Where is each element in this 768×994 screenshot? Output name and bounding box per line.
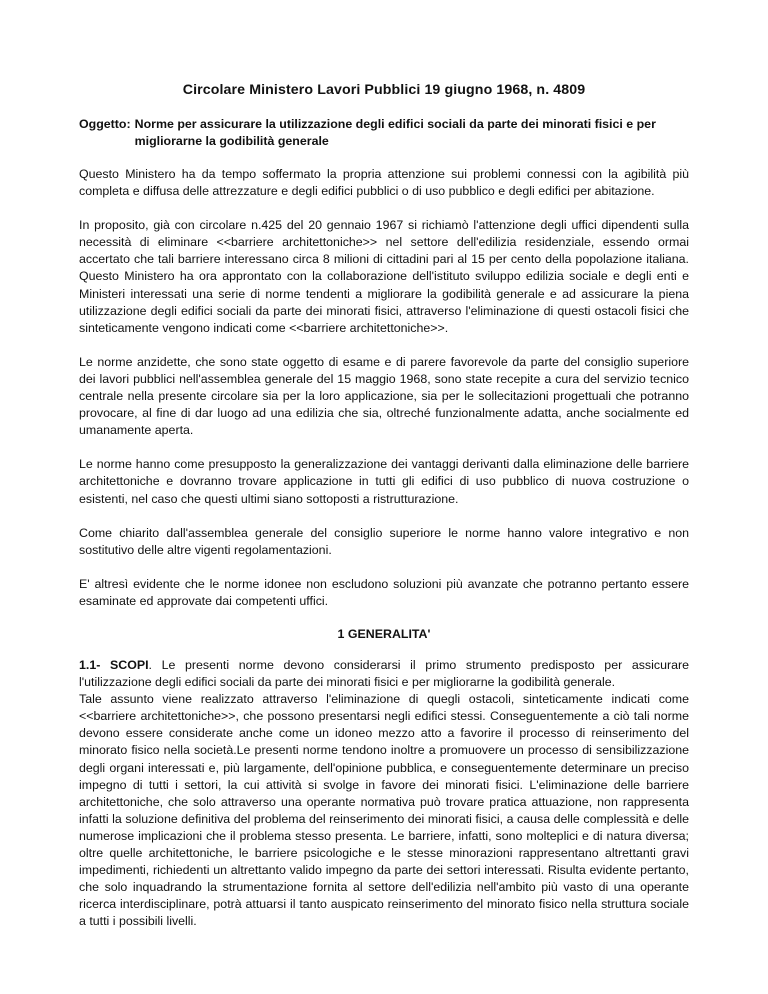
section-heading: 1 GENERALITA' xyxy=(337,626,431,641)
subsection-text: . Le presenti norme devono considerarsi il primo strumento predisposto per assicurare l'utilizzazione degli edifici sociali da parte dei minorati fisici e per migliorarne la godibilità generale. Tale assunto viene realizzato attraverso l'eliminazione di quegli ostacoli, sinteticamente indicati come <<barriere architettoniche>>, che possono presentarsi negli edifici stessi. Conseguentemente a ciò tali norme devono essere considerate anche come un idoneo mezzo atto a favorire il processo di reinserimento del minorato fisico nella società.Le presenti norme tendono inoltre a promuovere un processo di sensibilizzazione degli organi interessati e, più largamente, dell'opinione pubblica, e conseguentemente determinare un preciso impegno di tutti i settori, la cui attività si svolge in favore dei minorati fisici. L'eliminazione delle barriere architettoniche, che solo attraverso una operante normativa può trovare pratica attuazione, non rappresenta infatti la soluzione definitiva del problema del reinserimento dei minorati fisici, a causa delle complessità e delle numerose implicazioni che il problema stesso presenta. Le barriere, infatti, sono molteplici e di natura diversa; oltre quelle architettoniche, le barriere psicologiche e le stesse minorazioni rappresentano altrettanti gravi impedimenti, richiedenti un altrettanto valido impegno da parte dei settori interessati. Risulta evidente pertanto, che solo inquadrando la strumentazione fornita al settore dell'edilizia nell'ambito più vasto di una operante ricerca interdisciplinare, potrà attuarsi il tanto auspicato reinserimento del minorato fisico nella struttura sociale a tutti i possibili livelli. xyxy=(79,657,689,929)
subsection-label: 1.1- SCOPI xyxy=(79,657,149,672)
paragraph: Come chiarito dall'assemblea generale del consiglio superiore le norme hanno valore integrativo e non sostitutivo delle altre vigenti regolamentazioni. xyxy=(79,525,689,557)
subject-label: Oggetto: xyxy=(79,117,131,131)
subsection-paragraph xyxy=(79,657,689,931)
document-title: Circolare Ministero Lavori Pubblici 19 giugno 1968, n. 4809 xyxy=(182,82,586,98)
paragraph: Le norme hanno come presupposto la generalizzazione dei vantaggi derivanti dalla eliminazione delle barriere architettoniche e dovranno trovare applicazione in tutti gli edifici di uso pubblico di nuova costruzione o esistenti, nel caso che questi ultimi siano sottoposti a ristrutturazione. xyxy=(79,457,689,506)
subject-block xyxy=(79,116,689,150)
subject-text: Norme per assicurare la utilizzazione degli edifici sociali da parte dei minorati fisici e per migliorarne la godibilità generale xyxy=(134,117,656,148)
paragraph: Le norme anzidette, che sono state oggetto di esame e di parere favorevole da parte del consiglio superiore dei lavori pubblici nell'assemblea generale del 15 maggio 1968, sono state recepite a cura del servizio tecnico centrale nella presente circolare sia per la loro applicazione, sia per le sollecitazioni progettuali che potranno provocare, al fine di dar luogo ad una edilizia che sia, oltreché funzionalmente adatta, anche socialmente ed umanamente aperta. xyxy=(79,354,689,438)
paragraph: In proposito, già con circolare n.425 del 20 gennaio 1967 si richiamò l'attenzione degli uffici dipendenti sulla necessità di eliminare <<barriere architettoniche>> nel settore dell'edilizia residenziale, essendo ormai accertato che tali barriere interessano circa 8 milioni di cittadini pari al 15 per cento della popolazione italiana. Questo Ministero ha ora approntato con la collaborazione dell'istituto sviluppo edilizia sociale e degli enti e Ministeri interessati una serie di norme tendenti a migliorare la godibilità generale e ad assicurare la piena utilizzazione degli edifici sociali da parte dei minorati fisici, attraverso l'eliminazione di questi ostacoli fisici che sinteticamente vengono indicati come <<barriere architettoniche>>. xyxy=(79,218,689,335)
paragraph: Questo Ministero ha da tempo soffermato la propria attenzione sui problemi connessi con la agibilità più completa e diffusa delle attrezzature e degli edifici pubblici o di uso pubblico e degli edifici per abitazione. xyxy=(79,167,689,199)
paragraph: E' altresì evidente che le norme idonee non escludono soluzioni più avanzate che potranno pertanto essere esaminate ed approvate dai competenti uffici. xyxy=(79,576,689,608)
